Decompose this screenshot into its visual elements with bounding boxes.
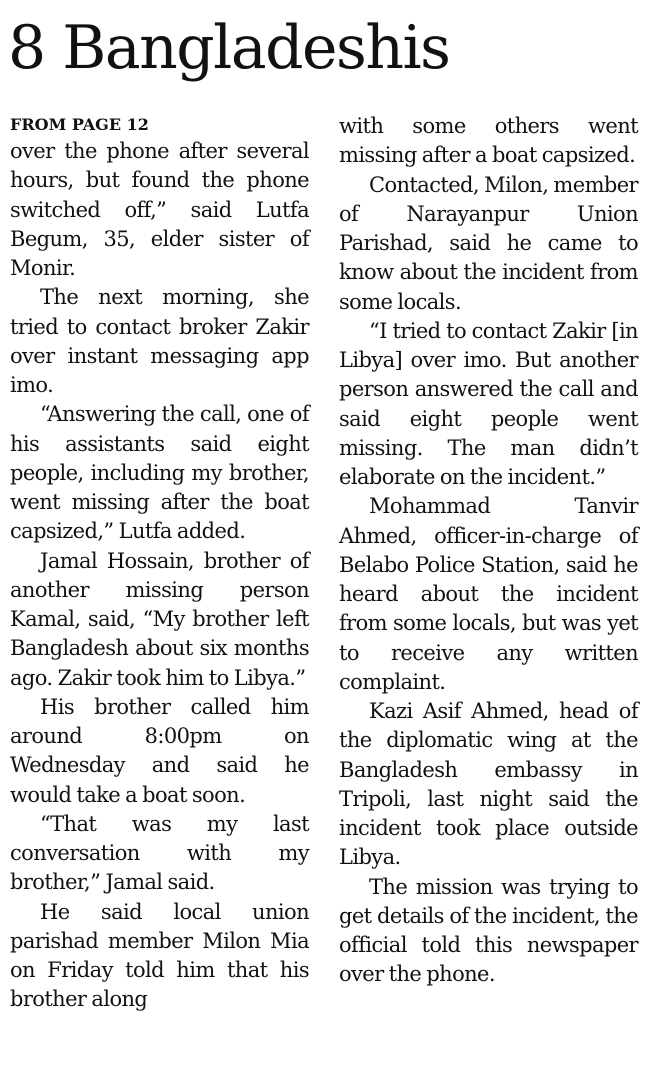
paragraph: “That was my last conversation with my brother,” Jamal said.: [10, 811, 309, 895]
continuation-kicker: FROM PAGE 12: [10, 115, 149, 134]
article-column-right: [339, 112, 638, 990]
paragraph: Jamal Hossain, brother of another missing person Kamal, said, “My brother left Bangladesh about six months ago. Zakir took him to Libya.”: [10, 548, 309, 690]
paragraph: over the phone after several hours, but found the phone switched off,” said Lutfa Begum, 35, elder sister of Monir.: [10, 139, 309, 280]
paragraph: His brother called him around 8:00pm on Wednesday and said he would take a boat soon.: [10, 694, 309, 807]
article-column-left: [10, 112, 309, 1015]
paragraph: Mohammad Tanvir Ahmed, officer-in-charge of Belabo Police Station, said he heard about the incident from some locals, but was yet to receive any written complaint.: [339, 494, 638, 694]
paragraph: Kazi Asif Ahmed, head of the diplomatic wing at the Bangladesh embassy in Tripoli, last night said the incident took place outside Libya.: [339, 699, 638, 870]
paragraph: The mission was trying to get details of the incident, the official told this newspaper over the phone.: [339, 874, 638, 987]
paragraph: He said local union parishad member Milon Mia on Friday told him that his brother along: [10, 899, 309, 1012]
paragraph: Contacted, Milon, member of Narayanpur Union Parishad, said he came to know about the incident from some locals.: [339, 172, 638, 314]
paragraph: “Answering the call, one of his assistants said eight people, including my brother, went missing after the boat capsized,” Lutfa added.: [10, 402, 309, 544]
paragraph: with some others went missing after a boat capsized.: [339, 114, 638, 168]
paragraph: “I tried to contact Zakir [in Libya] over imo. But another person answered the call and said eight people went missing. The man didn’t elaborate on the incident.”: [339, 318, 638, 489]
headline: 8 Bangladeshis: [8, 13, 450, 83]
paragraph: The next morning, she tried to contact broker Zakir over instant messaging app imo.: [10, 285, 309, 397]
